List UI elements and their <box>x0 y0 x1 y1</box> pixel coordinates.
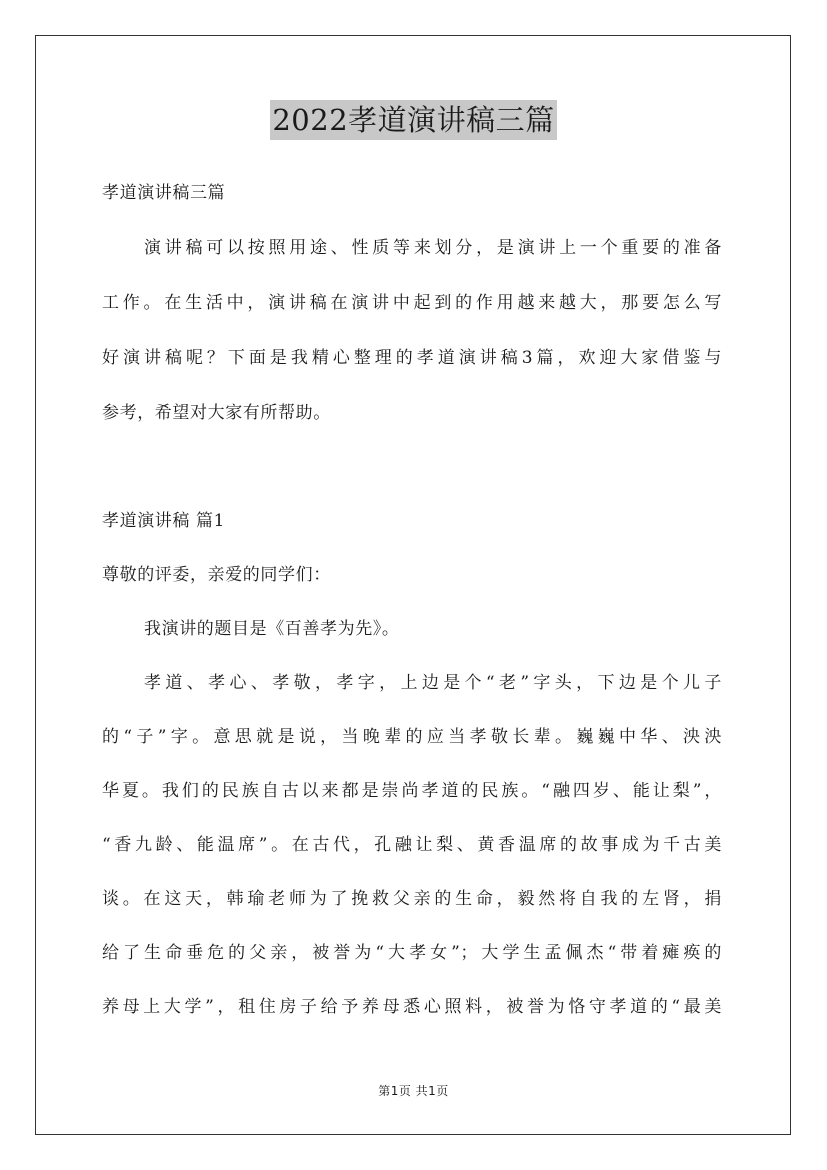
body-line-6: 给了生命垂危的父亲，被誉为“大孝女”；大学生孟佩杰“带着瘫痪的 <box>102 943 722 963</box>
body-line-3: 华夏。我们的民族自古以来都是崇尚孝道的民族。“融四岁、能让梨”， <box>102 781 722 801</box>
document-subtitle: 孝道演讲稿三篇 <box>102 183 226 203</box>
body-line-5: 谈。在这天，韩瑜老师为了挽救父亲的生命，毅然将自我的左肾，捐 <box>102 889 722 909</box>
intro-line-1: 演讲稿可以按照用途、性质等来划分，是演讲上一个重要的准备 <box>144 238 722 258</box>
section-heading: 孝道演讲稿 篇1 <box>102 511 226 531</box>
body-line-1: 孝道、孝心、孝敬，孝字，上边是个“老”字头，下边是个儿子 <box>144 673 722 693</box>
body-line-7: 养母上大学”，租住房子给予养母悉心照料，被誉为恪守孝道的“最美 <box>102 997 722 1017</box>
document-title: 2022孝道演讲稿三篇 <box>270 100 556 140</box>
title-container <box>0 100 827 140</box>
topic-line: 我演讲的题目是《百善孝为先》。 <box>144 619 400 639</box>
intro-line-4: 参考，希望对大家有所帮助。 <box>102 403 331 423</box>
intro-line-2: 工作。在生活中，演讲稿在演讲中起到的作用越来越大，那要怎么写 <box>102 293 722 313</box>
salutation: 尊敬的评委，亲爱的同学们： <box>102 565 331 585</box>
body-line-4: “香九龄、能温席”。在古代，孔融让梨、黄香温席的故事成为千古美 <box>102 835 722 855</box>
page-footer: 第1页 共1页 <box>378 1084 449 1098</box>
intro-line-3: 好演讲稿呢？下面是我精心整理的孝道演讲稿3篇，欢迎大家借鉴与 <box>102 348 722 368</box>
body-line-2: 的“子”字。意思就是说，当晚辈的应当孝敬长辈。巍巍中华、泱泱 <box>102 727 722 747</box>
